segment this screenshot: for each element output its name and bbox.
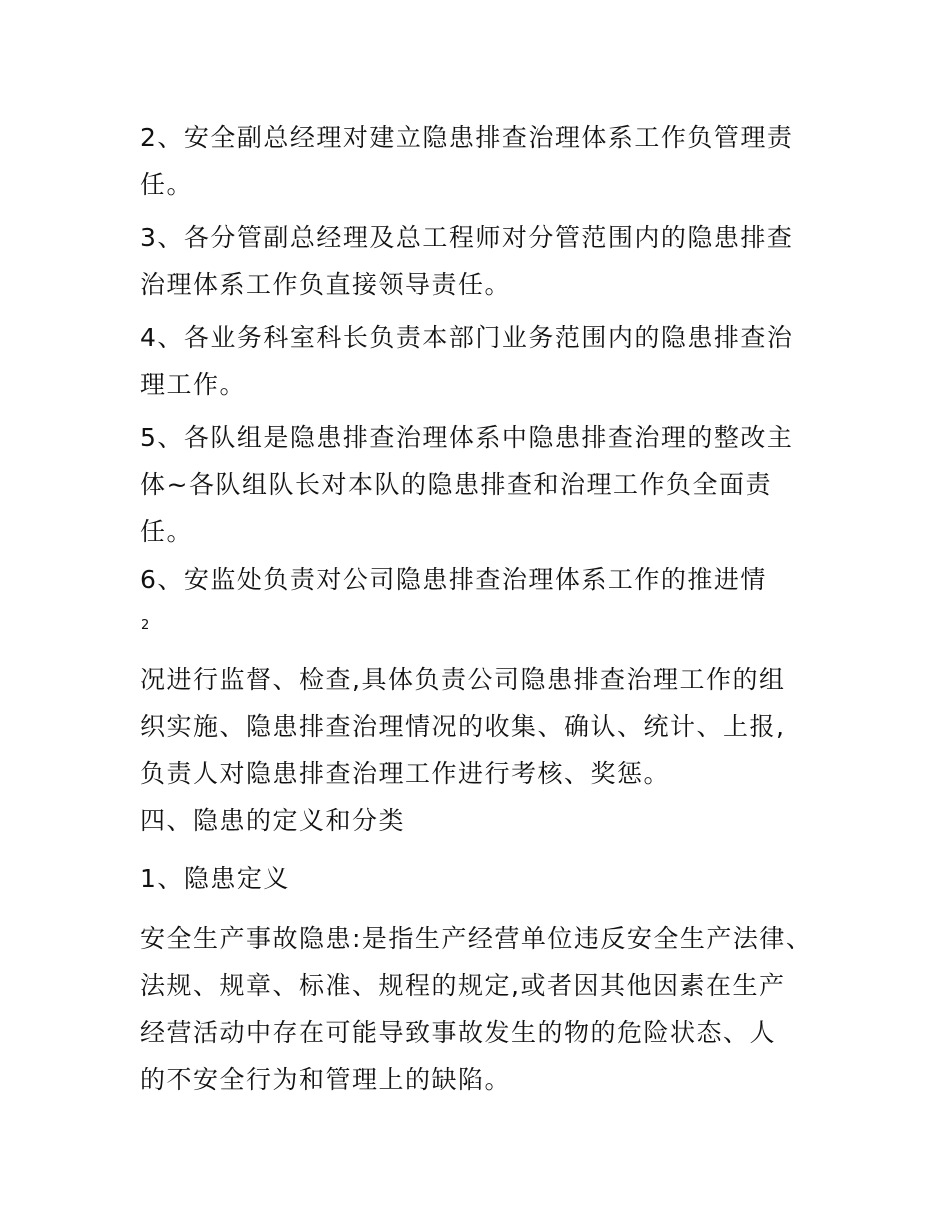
text-line: 法规、规章、标准、规程的规定,或者因其他因素在生产 xyxy=(140,971,786,1000)
text-line: 负责人对隐患排查治理工作进行考核、奖惩。 xyxy=(140,759,671,788)
text-line: 体~各队组队长对本队的隐患排查和治理工作负全面责 xyxy=(140,470,772,499)
text-line: 织实施、隐患排查治理情况的收集、确认、统计、上报, xyxy=(140,712,786,741)
paragraph-item-6-continued xyxy=(140,656,820,797)
text-line: 经营活动中存在可能导致事故发生的物的危险状态、人 xyxy=(140,1018,777,1047)
text-line: 的不安全行为和管理上的缺陷。 xyxy=(140,1065,512,1094)
text-line: 治理体系工作负直接领导责任。 xyxy=(140,270,512,299)
paragraph-item-6 xyxy=(140,556,820,603)
text-line: 任。 xyxy=(140,517,194,546)
paragraph-item-4 xyxy=(140,314,820,408)
text-line: 6、安监处负责对公司隐患排查治理体系工作的推进情 xyxy=(140,565,767,594)
text-line: 2、安全副总经理对建立隐患排查治理体系工作负管理责 xyxy=(140,123,794,152)
paragraph-item-5 xyxy=(140,414,820,555)
text-line: 理工作。 xyxy=(140,370,247,399)
paragraph-item-3 xyxy=(140,214,820,308)
text-line: 5、各队组是隐患排查治理体系中隐患排查治理的整改主 xyxy=(140,423,794,452)
section-heading-4 xyxy=(140,797,820,844)
paragraph-item-2 xyxy=(140,114,820,208)
paragraph-definition xyxy=(140,915,820,1103)
text-line: 3、各分管副总经理及总工程师对分管范围内的隐患排查 xyxy=(140,223,794,252)
text-line: 1、隐患定义 xyxy=(140,864,290,893)
subsection-heading-1 xyxy=(140,855,820,902)
text-line: 安全生产事故隐患:是指生产经营单位违反安全生产法律、 xyxy=(140,924,813,953)
text-line: 况进行监督、检查,具体负责公司隐患排查治理工作的组 xyxy=(140,665,786,694)
text-line: 任。 xyxy=(140,170,194,199)
text-line: 四、隐患的定义和分类 xyxy=(140,806,406,835)
text-line: 4、各业务科室科长负责本部门业务范围内的隐患排查治 xyxy=(140,323,794,352)
page-number: 2 xyxy=(141,618,150,633)
